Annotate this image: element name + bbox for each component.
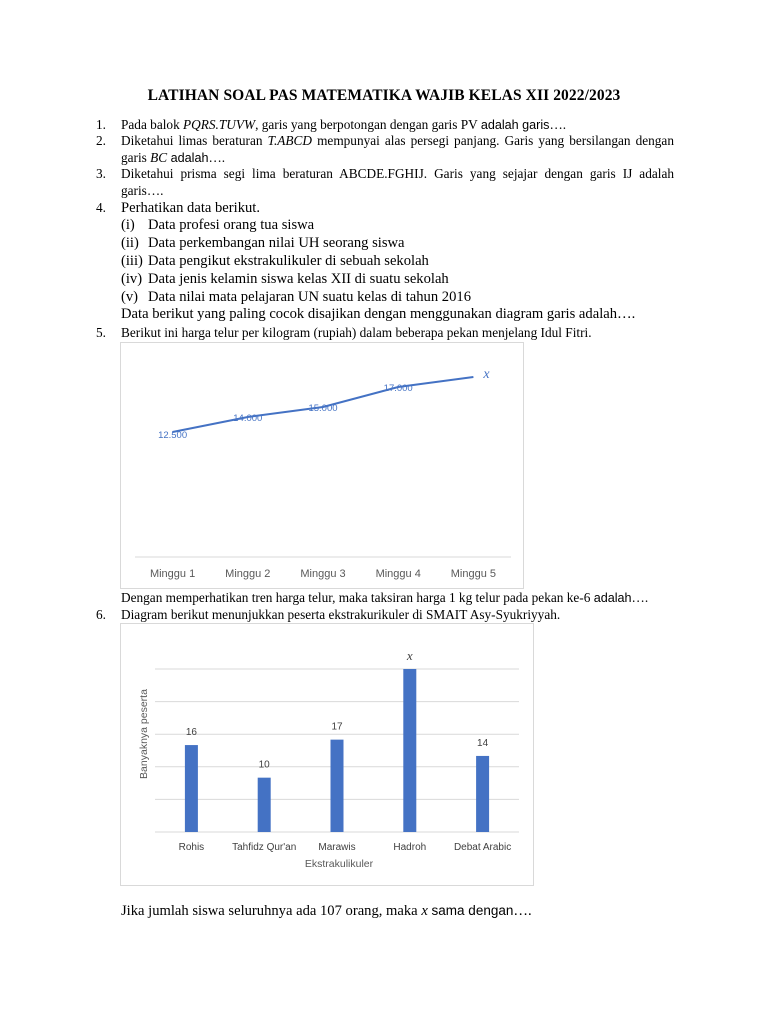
bar	[258, 778, 271, 832]
data-label: 15.000	[308, 403, 338, 414]
question-number: 3.	[96, 166, 106, 181]
data-label: 14	[477, 737, 489, 749]
x-tick-label: Marawis	[318, 842, 356, 853]
question-intro: Diagram berikut menunjukkan peserta ekstrakurikuler di SMAIT Asy-Syukriyyah.	[121, 607, 561, 622]
x-tick-label: Rohis	[178, 842, 205, 853]
question-number: 4.	[96, 200, 106, 215]
bar-chart-frame	[120, 623, 534, 886]
data-label: x	[483, 367, 490, 382]
data-label: 17.000	[383, 383, 413, 394]
bar	[185, 745, 198, 832]
option-i: (i) Data profesi orang tua siswa	[121, 217, 315, 233]
option-ii: (ii) Data perkembangan nilai UH seorang siswa	[121, 235, 405, 251]
question-number: 6.	[96, 607, 106, 622]
data-label: 12.500	[158, 430, 188, 441]
question-intro: Perhatikan data berikut.	[121, 200, 260, 216]
x-tick-label: Debat Arabic	[453, 842, 512, 853]
x-tick-label: Minggu 3	[300, 568, 346, 580]
page-title: LATIHAN SOAL PAS MATEMATIKA WAJIB KELAS XII 2022/2023	[147, 87, 621, 104]
bar	[476, 756, 489, 832]
question-number: 1.	[96, 117, 106, 132]
line-chart	[121, 343, 525, 590]
data-label: 17	[331, 721, 343, 733]
question-text: Pada balok PQRS.TUVW, garis yang berpotongan dengan garis PV adalah garis….	[121, 117, 567, 132]
question-4-prompt: Data berikut yang paling cocok disajikan dengan menggunakan diagram garis adalah….	[121, 306, 636, 322]
bar-chart	[121, 624, 535, 887]
data-label: x	[406, 648, 413, 663]
question-5-prompt: Dengan memperhatikan tren harga telur, maka taksiran harga 1 kg telur pada pekan ke-6 adalah….	[121, 590, 649, 605]
x-tick-label: Minggu 1	[149, 568, 196, 580]
question-text: Diketahui prisma segi lima beraturan ABCDE.FGHIJ. Garis yang sejajar dengan garis IJ adalah garis….	[121, 166, 674, 198]
x-tick-label: Minggu 2	[225, 568, 271, 580]
question-number: 5.	[96, 325, 106, 340]
x-axis-title: Ekstrakulikuler	[304, 858, 374, 870]
x-tick-label: Minggu 4	[375, 568, 421, 580]
data-label: 10	[258, 759, 270, 771]
question-number: 2.	[96, 133, 106, 148]
option-v: (v) Data nilai mata pelajaran UN suatu kelas di tahun 2016	[121, 289, 471, 305]
line-chart-frame	[120, 342, 524, 589]
y-axis-title: Banyaknya peserta	[138, 689, 150, 779]
data-label: 14.000	[233, 413, 263, 424]
x-tick-label: Minggu 5	[450, 568, 497, 580]
question-text: Diketahui limas beraturan T.ABCD mempunyai alas persegi panjang. Garis yang bersilangan dengan garis BC adalah….	[121, 133, 674, 165]
question-intro: Berikut ini harga telur per kilogram (rupiah) dalam beberapa pekan menjelang Idul Fitri.	[121, 325, 592, 340]
x-tick-label: Hadroh	[393, 842, 427, 853]
x-tick-label: Tahfidz Qur'an	[232, 842, 297, 853]
option-iv: (iv) Data jenis kelamin siswa kelas XII di suatu sekolah	[121, 271, 449, 287]
bar	[403, 669, 416, 832]
question-6-prompt: Jika jumlah siswa seluruhnya ada 107 orang, maka x sama dengan….	[121, 903, 532, 919]
option-iii: (iii) Data pengikut ekstrakulikuler di sebuah sekolah	[121, 253, 429, 269]
bar	[331, 740, 344, 832]
data-label: 16	[185, 727, 197, 739]
